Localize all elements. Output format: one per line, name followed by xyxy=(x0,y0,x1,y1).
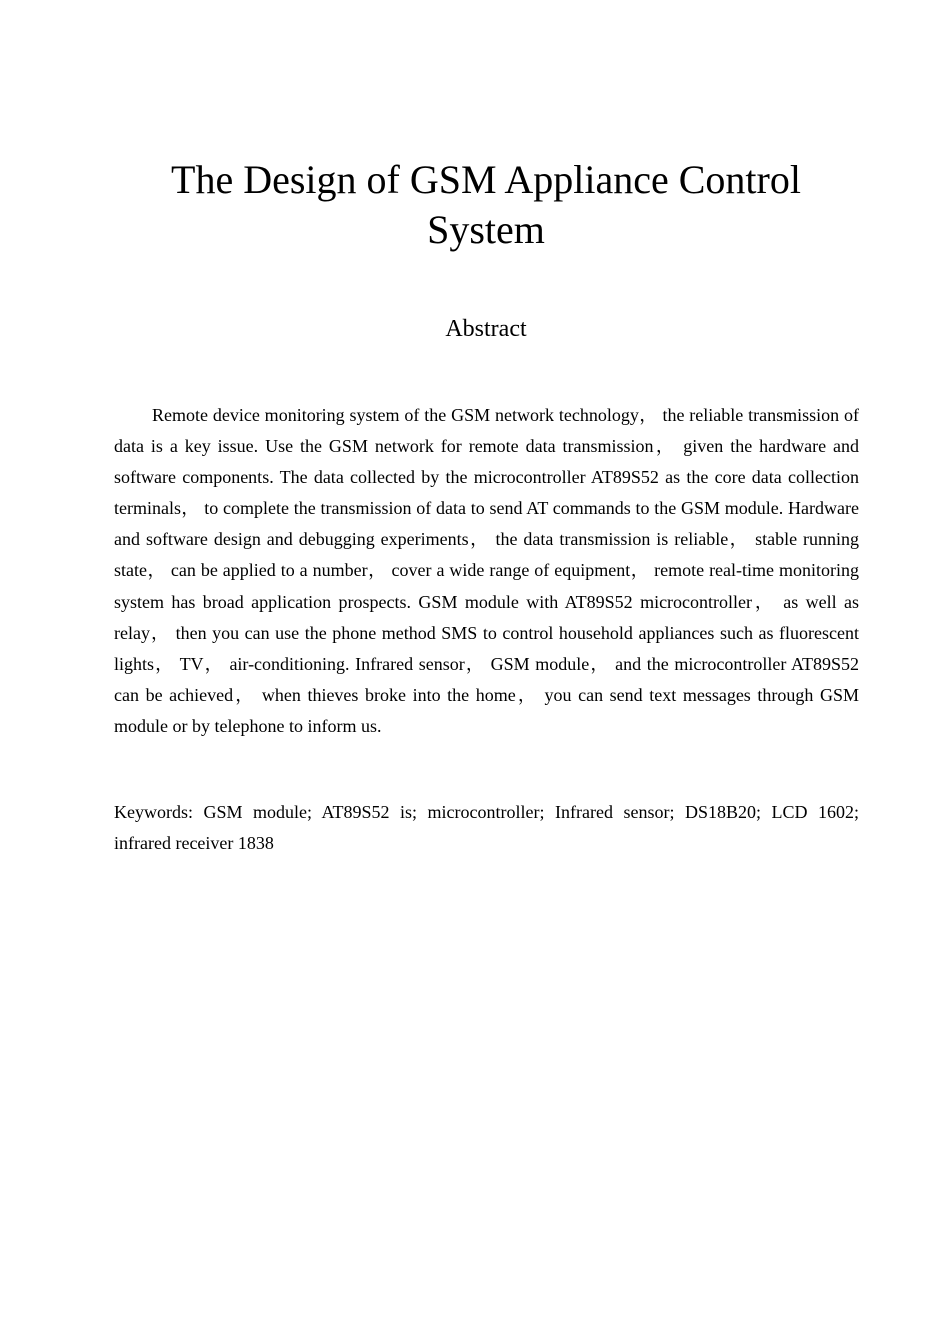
paper-title: The Design of GSM Appliance Control System xyxy=(171,157,801,252)
abstract-heading: Abstract xyxy=(445,316,527,342)
abstract-body: Remote device monitoring system of the GSM network technology， the reliable transmission of data is a key issue. Use the GSM network for remote data transmission， given the hardware and software components. The data collected by the microcontroller AT89S52 as the core data collection terminals， to complete the transmission of data to send AT commands to the GSM module. Hardware and software design and debugging experiments， the data transmission is reliable， stable running state， can be applied to a number， cover a wide range of equipment， remote real-time monitoring system has broad application prospects. GSM module with AT89S52 microcontroller， as well as relay， then you can use the phone method SMS to control household appliances such as fluorescent lights， TV， air-conditioning. Infrared sensor， GSM module， and the microcontroller AT89S52 can be achieved， when thieves broke into the home， you can send text messages through GSM module or by telephone to inform us. xyxy=(114,405,859,736)
keywords: Keywords: GSM module; AT89S52 is; microcontroller; Infrared sensor; DS18B20; LCD 1602; infrared receiver 1838 xyxy=(114,802,859,854)
